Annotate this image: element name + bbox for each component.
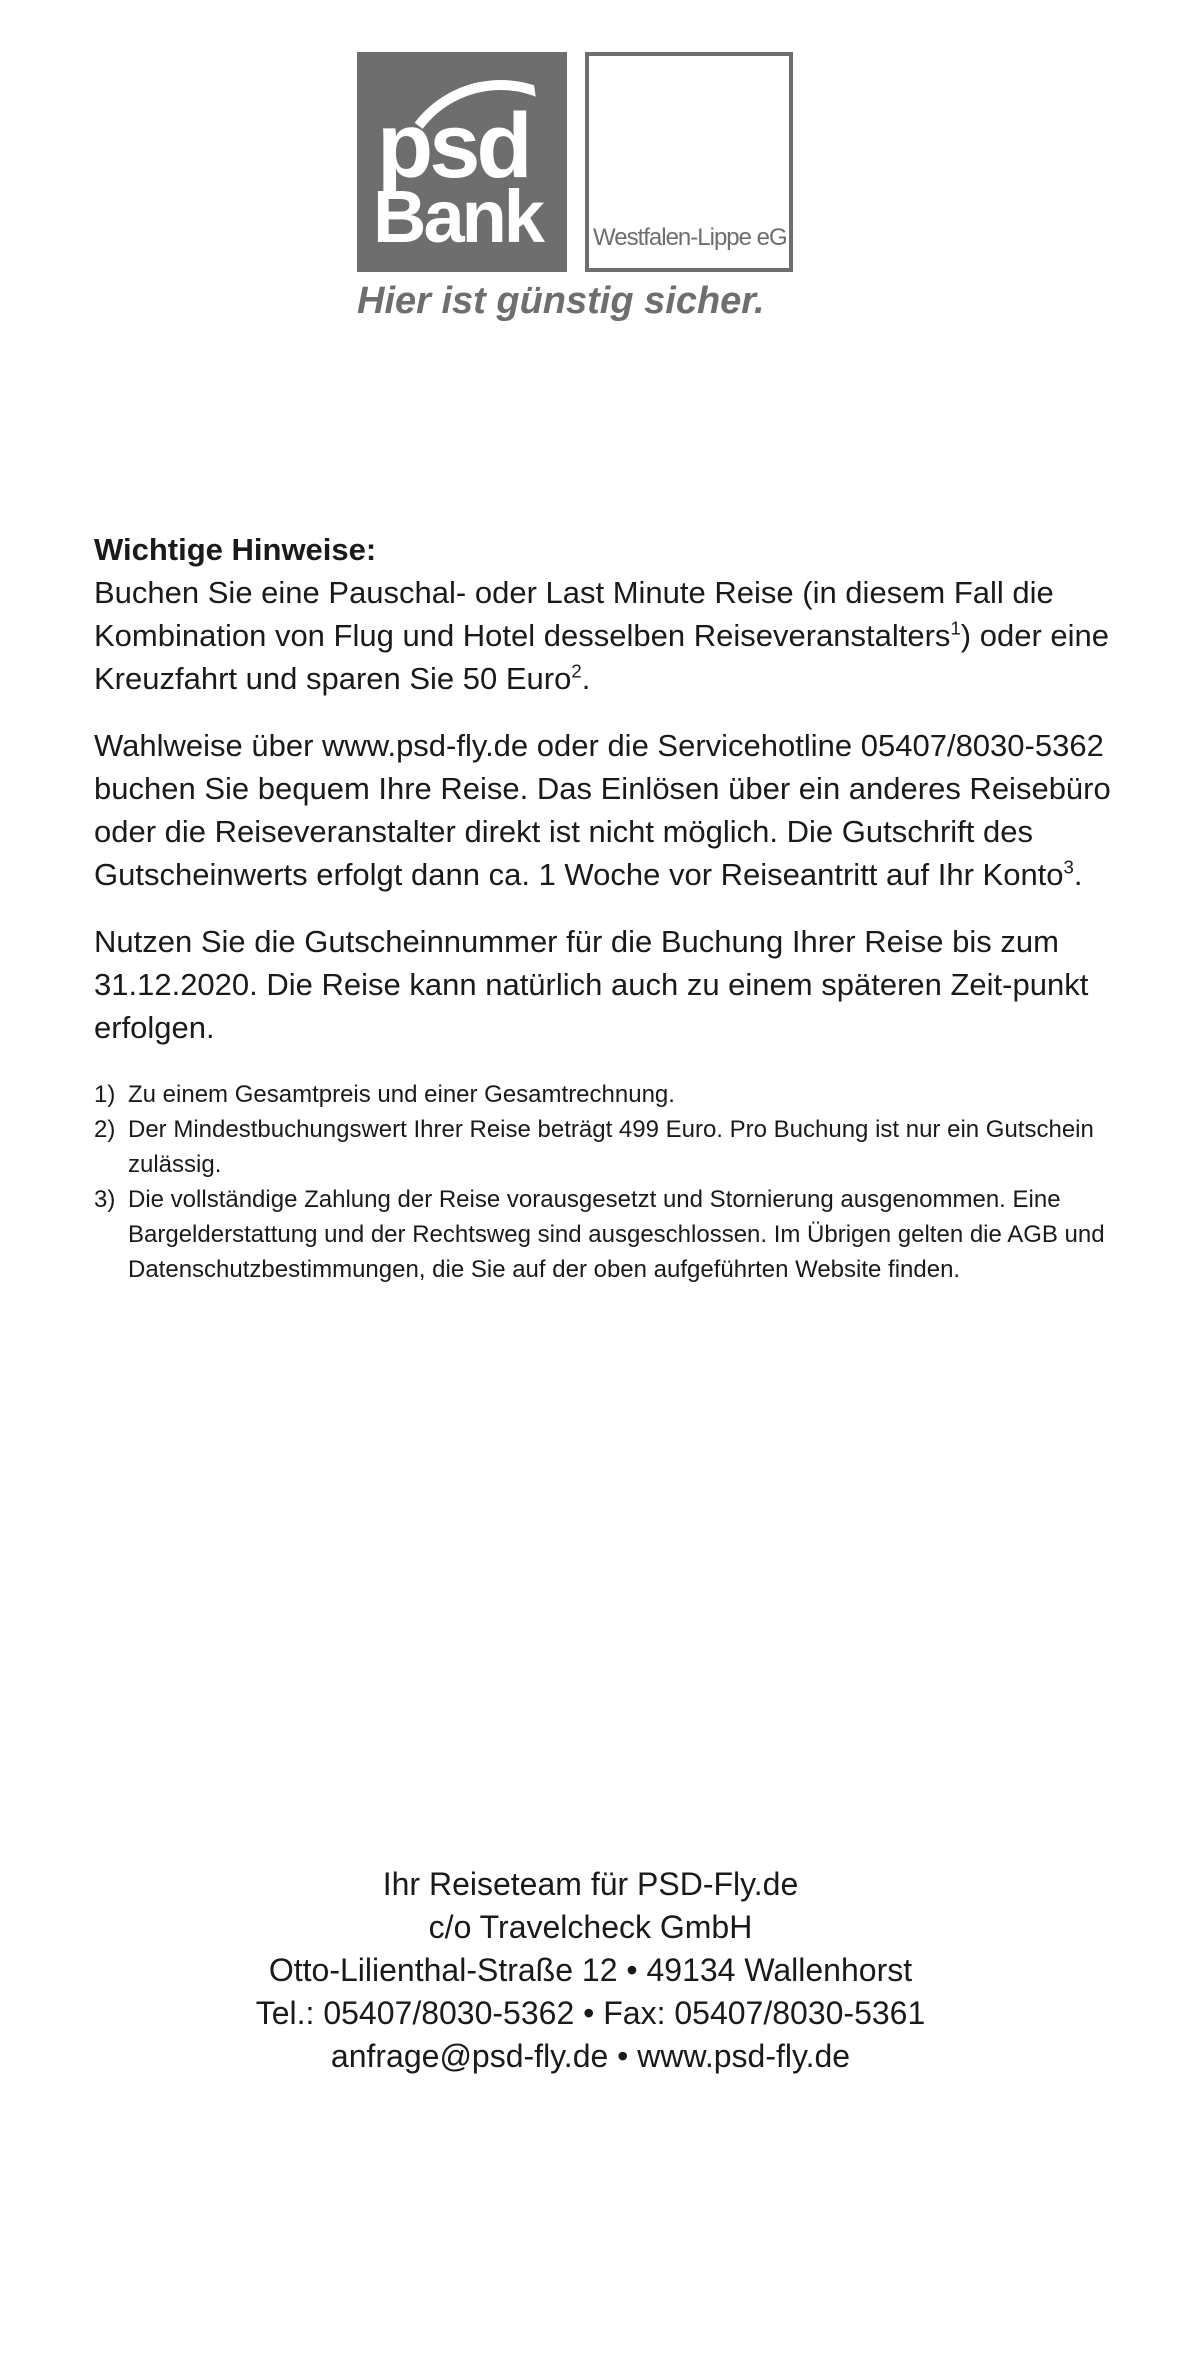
footnote-item (94, 1077, 1134, 1112)
footer-email-web: anfrage@psd-fly.de • www.psd-fly.de (330, 2038, 851, 2074)
notes-p2-text-b: . (1073, 857, 1083, 892)
footnote-item (94, 1182, 1134, 1287)
footnote-ref-2: 2 (571, 660, 582, 682)
footnote-text: Zu einem Gesamtpreis und einer Gesamtrechnung. (128, 1081, 675, 1108)
footnote-item (94, 1112, 1134, 1182)
footer-company: c/o Travelcheck GmbH (428, 1909, 753, 1945)
notes-paragraph-3: Nutzen Sie die Gutscheinnummer für die Buchung Ihrer Reise bis zum 31.12.2020. Die Reise kann natürlich auch zu einem späteren Zeit-punkt erfolgen. (94, 924, 1089, 1045)
notes-paragraph-2 (94, 724, 1134, 896)
notes-p1-text-a: Buchen Sie eine Pauschal- oder Last Minute Reise (in diesem Fall die Kombination von Flug und Hotel desselben Reiseveranstalters (94, 575, 1054, 653)
logo-psd-text: psd (377, 95, 529, 197)
slogan: Hier ist günstig sicher. (357, 280, 765, 322)
footnote-number: 2) (94, 1116, 116, 1143)
footnote-ref-3: 3 (1063, 856, 1074, 878)
notes-paragraph-1 (94, 528, 1134, 700)
contact-footer (0, 1863, 1181, 2078)
footnote-number: 1) (94, 1081, 116, 1108)
psd-bank-logo-mark (357, 52, 567, 272)
notes-p1-text-b: ) oder eine Kreuzfahrt und sparen Sie 50 Euro (94, 618, 1109, 696)
important-notes (94, 528, 1134, 1287)
notes-p1-text-c: . (581, 661, 591, 696)
logo-bank-text: Bank (373, 175, 542, 258)
footer-address: Otto-Lilienthal-Straße 12 • 49134 Wallenhorst (268, 1952, 913, 1988)
footnote-number: 3) (94, 1186, 116, 1213)
footnote-text: Die vollständige Zahlung der Reise vorausgesetzt und Stornierung ausgenommen. Eine Bargelderstattung und der Rechtsweg sind ausgeschlossen. Im Übrigen gelten die AGB und Datenschutzbestimmungen, die Sie auf der oben aufgeführten Website finden. (128, 1186, 1105, 1283)
footer-phone-fax: Tel.: 05407/8030-5362 • Fax: 05407/8030-5361 (255, 1995, 926, 2031)
footnotes-list (94, 1077, 1134, 1287)
logo-region-text: Westfalen-Lippe eG (593, 224, 787, 251)
footer-team: Ihr Reiseteam für PSD-Fly.de (382, 1866, 799, 1902)
logo-region-box (585, 52, 793, 272)
footnote-text: Der Mindestbuchungswert Ihrer Reise beträgt 499 Euro. Pro Buchung ist nur ein Gutschein zulässig. (128, 1116, 1094, 1178)
notes-p2-text-a: Wahlweise über www.psd-fly.de oder die Servicehotline 05407/8030-5362 buchen Sie bequem Ihre Reise. Das Einlösen über ein anderes Reisebüro oder die Reiseveranstalter direkt ist nicht möglich. Die Gutschrift des Gutscheinwerts erfolgt dann ca. 1 Woche vor Reiseantritt auf Ihr Konto (94, 728, 1111, 892)
footnote-ref-1: 1 (950, 617, 961, 639)
notes-heading: Wichtige Hinweise: (94, 532, 377, 567)
psd-bank-logo (357, 52, 797, 323)
